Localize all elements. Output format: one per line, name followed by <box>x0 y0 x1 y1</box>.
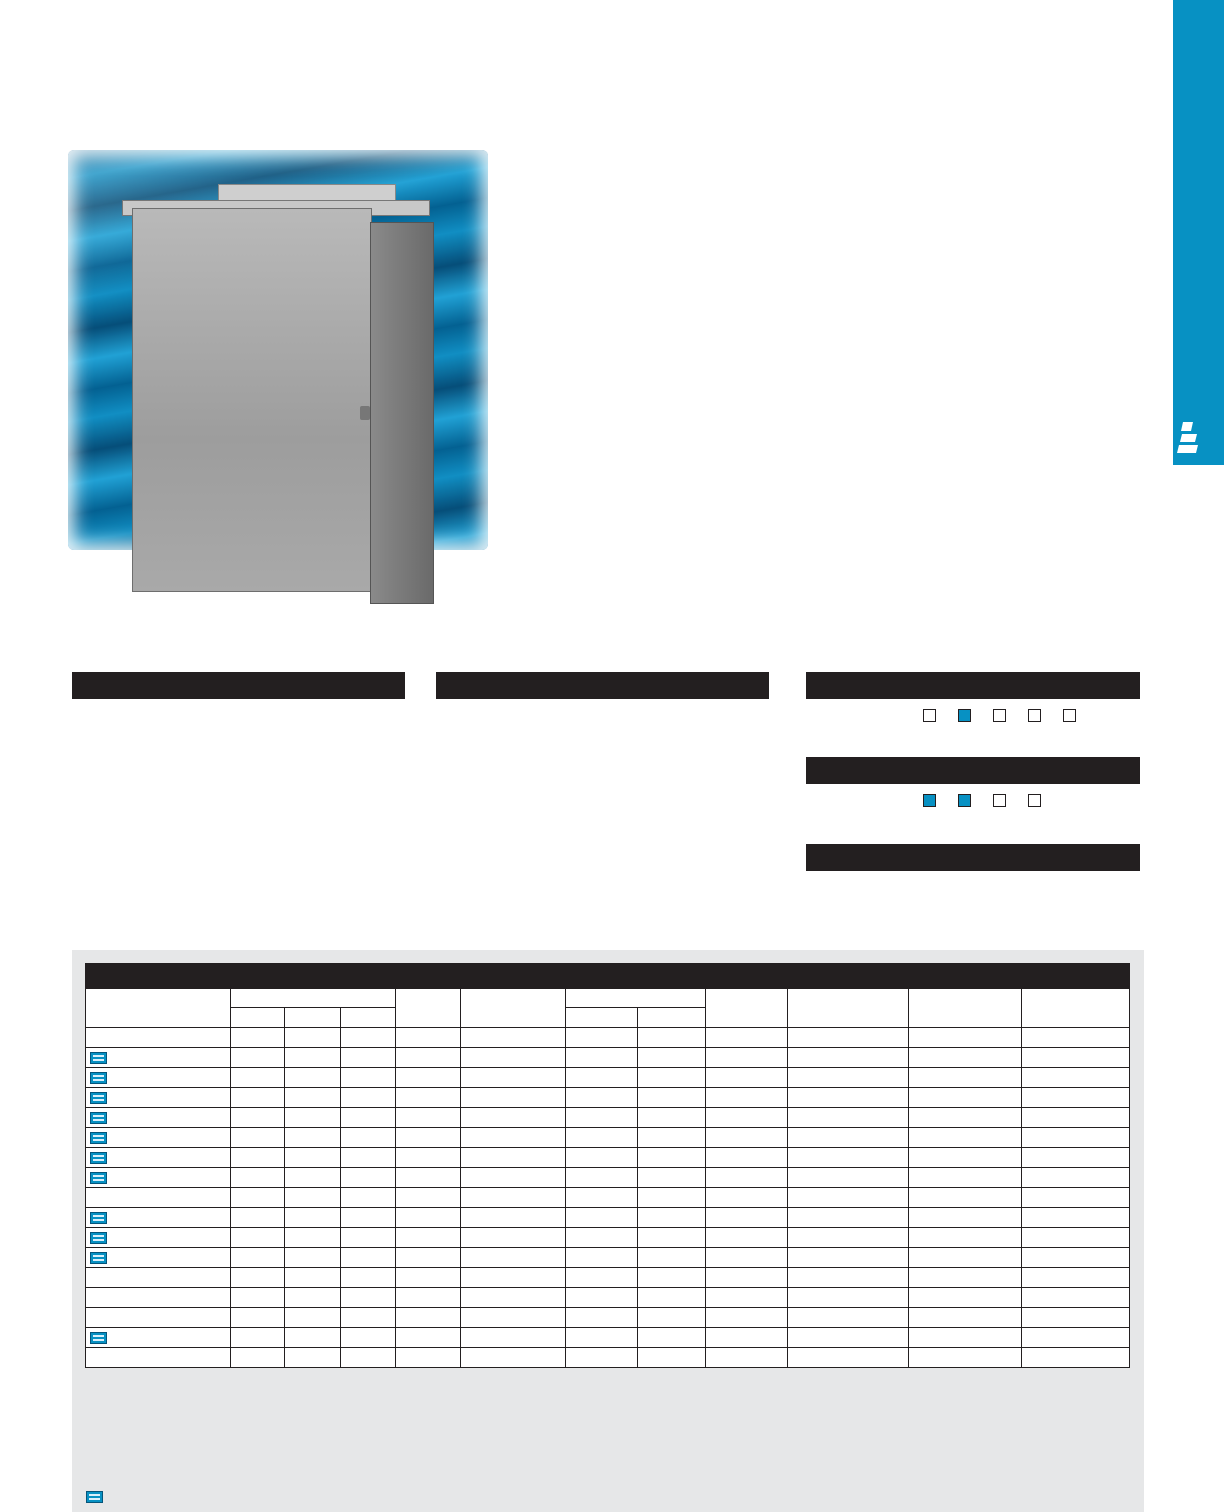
table-cell <box>231 1208 285 1228</box>
table-cell <box>396 1088 461 1108</box>
table-row <box>86 1208 1130 1228</box>
table-row <box>86 1128 1130 1148</box>
table-cell <box>909 1268 1022 1288</box>
table-row <box>86 1068 1130 1088</box>
table-cell <box>566 1028 638 1048</box>
table-cell <box>396 1188 461 1208</box>
table-cell <box>86 1128 231 1148</box>
col-panel <box>461 989 566 1028</box>
table-cell <box>86 1028 231 1048</box>
table-cell <box>1022 1208 1130 1228</box>
table-cell <box>1022 1268 1130 1288</box>
table-cell <box>909 1248 1022 1268</box>
table-cell <box>461 1228 566 1248</box>
table-cell <box>461 1048 566 1068</box>
section-header-left <box>72 672 405 699</box>
table-cell <box>566 1168 638 1188</box>
col-b <box>285 1008 341 1028</box>
table-cell <box>909 1068 1022 1088</box>
table-cell <box>86 1228 231 1248</box>
table-cell <box>341 1188 396 1208</box>
table-cell <box>638 1248 706 1268</box>
table-cell <box>638 1228 706 1248</box>
table-cell <box>86 1268 231 1288</box>
table-cell <box>706 1188 788 1208</box>
table-cell <box>706 1088 788 1108</box>
table-row <box>86 1048 1130 1068</box>
col-dimensions <box>231 989 396 1008</box>
table-cell <box>566 1288 638 1308</box>
table-cell <box>461 1068 566 1088</box>
table-cell <box>566 1228 638 1248</box>
table-cell <box>566 1068 638 1088</box>
col-panel-size <box>566 989 706 1008</box>
table-cell <box>1022 1348 1130 1368</box>
option-checkbox[interactable] <box>923 794 936 807</box>
ez-icon <box>90 1212 107 1224</box>
table-cell <box>341 1228 396 1248</box>
table-cell <box>231 1088 285 1108</box>
table-cell <box>86 1248 231 1268</box>
table-cell <box>788 1048 909 1068</box>
table-cell <box>396 1308 461 1328</box>
ez-icon <box>90 1092 107 1104</box>
table-cell <box>231 1228 285 1248</box>
table-cell <box>909 1228 1022 1248</box>
table-cell <box>231 1308 285 1328</box>
side-tab <box>1173 0 1224 465</box>
table-cell <box>706 1348 788 1368</box>
table-cell <box>706 1048 788 1068</box>
table-cell <box>461 1288 566 1308</box>
table-cell <box>909 1108 1022 1128</box>
table-cell <box>1022 1328 1130 1348</box>
table-cell <box>566 1248 638 1268</box>
table-cell <box>1022 1148 1130 1168</box>
table-cell <box>285 1028 341 1048</box>
table-cell <box>1022 1088 1130 1108</box>
table-cell <box>341 1088 396 1108</box>
table-cell <box>341 1248 396 1268</box>
table-cell <box>285 1228 341 1248</box>
table-cell <box>86 1048 231 1068</box>
table-cell <box>638 1148 706 1168</box>
table-cell <box>566 1328 638 1348</box>
table-cell <box>1022 1228 1130 1248</box>
table-cell <box>706 1208 788 1228</box>
table-cell <box>285 1048 341 1068</box>
table-cell <box>788 1028 909 1048</box>
table-cell <box>566 1188 638 1208</box>
table-cell <box>86 1328 231 1348</box>
table-cell <box>788 1268 909 1288</box>
ez-icon <box>86 1491 103 1503</box>
table-cell <box>285 1188 341 1208</box>
col-acc-2 <box>909 989 1022 1028</box>
table-cell <box>638 1308 706 1328</box>
table-cell <box>788 1108 909 1128</box>
table-cell <box>909 1308 1022 1328</box>
table-cell <box>1022 1288 1130 1308</box>
table-row <box>86 1088 1130 1108</box>
table-cell <box>706 1128 788 1148</box>
table-cell <box>638 1068 706 1088</box>
table-cell <box>86 1168 231 1188</box>
table-cell <box>285 1348 341 1368</box>
table-cell <box>341 1028 396 1048</box>
option-checkbox[interactable] <box>1063 709 1076 722</box>
table-cell <box>1022 1048 1130 1068</box>
table-cell <box>788 1348 909 1368</box>
table-cell <box>231 1148 285 1168</box>
table-row <box>86 1108 1130 1128</box>
table-cell <box>86 1308 231 1328</box>
ez-icon <box>90 1152 107 1164</box>
table-row <box>86 1268 1130 1288</box>
table-cell <box>1022 1028 1130 1048</box>
table-cell <box>909 1208 1022 1228</box>
table-cell <box>341 1048 396 1068</box>
table-cell <box>285 1268 341 1288</box>
table-cell <box>285 1068 341 1088</box>
table-cell <box>285 1248 341 1268</box>
table-cell <box>638 1208 706 1228</box>
table-cell <box>706 1108 788 1128</box>
table-cell <box>788 1248 909 1268</box>
table-cell <box>285 1168 341 1188</box>
ez-icon <box>90 1132 107 1144</box>
ez-icon <box>90 1232 107 1244</box>
table-row <box>86 1288 1130 1308</box>
table-cell <box>231 1328 285 1348</box>
table-cell <box>396 1228 461 1248</box>
table-cell <box>341 1208 396 1228</box>
table-cell <box>461 1128 566 1148</box>
table-cell <box>461 1148 566 1168</box>
table-cell <box>285 1148 341 1168</box>
table-cell <box>231 1108 285 1128</box>
table-cell <box>341 1348 396 1368</box>
table-cell <box>285 1088 341 1108</box>
table-cell <box>86 1208 231 1228</box>
table-cell <box>566 1148 638 1168</box>
section-header-right-1 <box>806 672 1140 699</box>
table-cell <box>566 1208 638 1228</box>
table-cell <box>231 1188 285 1208</box>
group-header-2 <box>461 964 706 989</box>
table-cell <box>341 1268 396 1288</box>
ez-icon <box>90 1252 107 1264</box>
table-cell <box>1022 1108 1130 1128</box>
col-p2 <box>638 1008 706 1028</box>
table-cell <box>461 1268 566 1288</box>
table-cell <box>231 1068 285 1088</box>
table-cell <box>341 1068 396 1088</box>
option-checkbox[interactable] <box>958 709 971 722</box>
table-row <box>86 1348 1130 1368</box>
table-cell <box>788 1188 909 1208</box>
table-cell <box>231 1168 285 1188</box>
table-cell <box>86 1108 231 1128</box>
table-cell <box>788 1328 909 1348</box>
table-cell <box>788 1088 909 1108</box>
table-cell <box>341 1328 396 1348</box>
option-checkbox[interactable] <box>923 709 936 722</box>
table-cell <box>86 1348 231 1368</box>
ez-icon <box>90 1332 107 1344</box>
table-cell <box>396 1028 461 1048</box>
table-cell <box>461 1328 566 1348</box>
table-cell <box>706 1268 788 1288</box>
table-cell <box>396 1048 461 1068</box>
table-cell <box>231 1268 285 1288</box>
table-cell <box>396 1248 461 1268</box>
table-cell <box>1022 1168 1130 1188</box>
table-cell <box>566 1128 638 1148</box>
table-cell <box>231 1288 285 1308</box>
table-cell <box>638 1168 706 1188</box>
table-cell <box>566 1088 638 1108</box>
table-cell <box>231 1048 285 1068</box>
table-cell <box>396 1208 461 1228</box>
ez-icon <box>90 1072 107 1084</box>
table-cell <box>396 1348 461 1368</box>
col-d <box>396 989 461 1028</box>
table-cell <box>285 1128 341 1148</box>
table-row <box>86 1248 1130 1268</box>
table-cell <box>461 1028 566 1048</box>
enclosure-door <box>132 208 372 592</box>
table-cell <box>396 1168 461 1188</box>
table-cell <box>396 1108 461 1128</box>
table-cell <box>86 1068 231 1088</box>
table-cell <box>461 1348 566 1368</box>
table-cell <box>706 1028 788 1048</box>
table-cell <box>638 1268 706 1288</box>
enclosure-side <box>370 222 434 604</box>
option-checkbox[interactable] <box>1028 709 1041 722</box>
table-cell <box>638 1288 706 1308</box>
table-row <box>86 1328 1130 1348</box>
table-cell <box>706 1148 788 1168</box>
table-cell <box>788 1308 909 1328</box>
table-cell <box>396 1128 461 1148</box>
group-header-3 <box>706 964 1130 989</box>
table-cell <box>706 1308 788 1328</box>
table-cell <box>396 1148 461 1168</box>
table-cell <box>341 1148 396 1168</box>
enclosure-photo <box>68 150 488 550</box>
table-cell <box>341 1168 396 1188</box>
table-cell <box>566 1108 638 1128</box>
table-cell <box>706 1228 788 1248</box>
table-group-header <box>86 964 1130 989</box>
table-cell <box>638 1028 706 1048</box>
section-header-right-3 <box>806 844 1140 871</box>
table-cell <box>638 1348 706 1368</box>
col-p1 <box>566 1008 638 1028</box>
table-cell <box>638 1128 706 1148</box>
table-cell <box>285 1288 341 1308</box>
table-cell <box>461 1168 566 1188</box>
table-cell <box>461 1308 566 1328</box>
table-cell <box>706 1168 788 1188</box>
table-cell <box>396 1068 461 1088</box>
table-cell <box>909 1188 1022 1208</box>
table-cell <box>1022 1248 1130 1268</box>
option-checkbox[interactable] <box>993 709 1006 722</box>
table-cell <box>566 1308 638 1328</box>
table-cell <box>86 1148 231 1168</box>
table-cell <box>706 1288 788 1308</box>
table-cell <box>638 1048 706 1068</box>
table-cell <box>566 1348 638 1368</box>
table-cell <box>909 1328 1022 1348</box>
section-header-right-2 <box>806 757 1140 784</box>
table-cell <box>788 1148 909 1168</box>
table-cell <box>461 1108 566 1128</box>
col-catalog <box>86 989 231 1028</box>
table-cell <box>231 1348 285 1368</box>
option-checkbox[interactable] <box>993 794 1006 807</box>
table-cell <box>1022 1188 1130 1208</box>
latch <box>360 406 370 420</box>
table-cell <box>461 1088 566 1108</box>
table-cell <box>566 1268 638 1288</box>
table-cell <box>461 1188 566 1208</box>
option-checkbox[interactable] <box>1028 794 1041 807</box>
table-row <box>86 1308 1130 1328</box>
table-cell <box>638 1108 706 1128</box>
section-header-middle <box>436 672 769 699</box>
table-cell <box>706 1068 788 1088</box>
table-cell <box>285 1328 341 1348</box>
spec-table <box>85 963 1130 1368</box>
table-cell <box>285 1208 341 1228</box>
ez-icon <box>90 1172 107 1184</box>
col-a <box>231 1008 285 1028</box>
table-cell <box>396 1328 461 1348</box>
table-cell <box>1022 1068 1130 1088</box>
ez-icon <box>90 1052 107 1064</box>
group-header-1 <box>86 964 461 989</box>
table-cell <box>909 1168 1022 1188</box>
col-acc-1 <box>788 989 909 1028</box>
ez-icon <box>90 1112 107 1124</box>
col-panel-x <box>706 989 788 1028</box>
table-cell <box>909 1288 1022 1308</box>
table-cell <box>396 1288 461 1308</box>
table-row <box>86 1028 1130 1048</box>
table-cell <box>86 1188 231 1208</box>
table-cell <box>909 1128 1022 1148</box>
table-cell <box>788 1208 909 1228</box>
table-cell <box>461 1208 566 1228</box>
table-cell <box>566 1048 638 1068</box>
col-acc-3 <box>1022 989 1130 1028</box>
table-cell <box>231 1128 285 1148</box>
table-cell <box>788 1068 909 1088</box>
table-cell <box>909 1148 1022 1168</box>
table-row <box>86 1188 1130 1208</box>
table-cell <box>285 1308 341 1328</box>
table-cell <box>706 1328 788 1348</box>
table-cell <box>909 1348 1022 1368</box>
table-cell <box>86 1088 231 1108</box>
table-row <box>86 1168 1130 1188</box>
table-cell <box>638 1188 706 1208</box>
table-cell <box>638 1328 706 1348</box>
table-cell <box>909 1048 1022 1068</box>
option-checkbox[interactable] <box>958 794 971 807</box>
table-cell <box>1022 1308 1130 1328</box>
table-cell <box>788 1128 909 1148</box>
table-row <box>86 1148 1130 1168</box>
table-cell <box>231 1028 285 1048</box>
table-cell <box>341 1288 396 1308</box>
table-cell <box>341 1128 396 1148</box>
table-cell <box>1022 1128 1130 1148</box>
table-subheader <box>86 989 1130 1008</box>
table-cell <box>461 1248 566 1268</box>
table-cell <box>341 1108 396 1128</box>
table-cell <box>341 1308 396 1328</box>
table-cell <box>788 1168 909 1188</box>
col-c <box>341 1008 396 1028</box>
table-cell <box>638 1088 706 1108</box>
table-row <box>86 1228 1130 1248</box>
table-cell <box>285 1108 341 1128</box>
brand-mark-icon <box>1177 416 1199 456</box>
table-cell <box>86 1288 231 1308</box>
table-cell <box>788 1228 909 1248</box>
table-cell <box>909 1028 1022 1048</box>
table-cell <box>706 1248 788 1268</box>
table-cell <box>788 1288 909 1308</box>
table-cell <box>909 1088 1022 1108</box>
table-cell <box>231 1248 285 1268</box>
table-cell <box>396 1268 461 1288</box>
